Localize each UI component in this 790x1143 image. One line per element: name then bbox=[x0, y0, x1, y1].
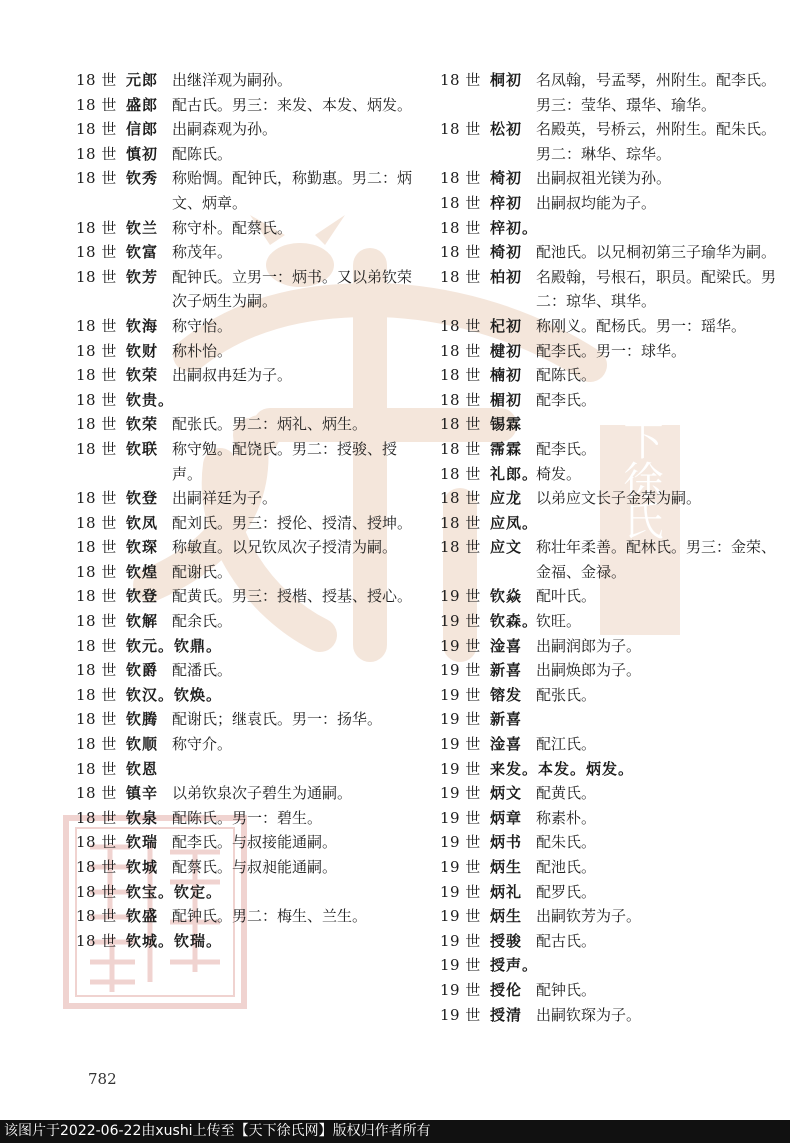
generation-label: 19 世 bbox=[440, 587, 481, 606]
entry-description: 配池氏。 bbox=[536, 858, 597, 876]
entry-description: 称守怡。 bbox=[172, 316, 233, 335]
entry-description: 出嗣焕郎为子。 bbox=[536, 661, 642, 680]
genealogy-entry bbox=[76, 683, 421, 708]
generation-label: 18 世 bbox=[440, 439, 481, 458]
genealogy-entry bbox=[440, 535, 780, 584]
entry-description: 称朴怡。 bbox=[172, 341, 233, 360]
entry-description: 配张氏。 bbox=[536, 685, 597, 704]
entry-description: 称敏直。以兄钦凤次子授清为嗣。 bbox=[172, 538, 398, 557]
generation-label: 18 世 bbox=[76, 538, 117, 557]
genealogy-entry bbox=[76, 314, 421, 339]
generation-label: 18 世 bbox=[76, 243, 117, 262]
entry-description: 出继洋观为嗣孙。 bbox=[172, 71, 293, 89]
person-name: 淦喜 bbox=[490, 735, 523, 754]
genealogy-entry bbox=[440, 462, 780, 487]
person-name: 钦凤 bbox=[126, 513, 159, 532]
person-name: 新喜 bbox=[490, 710, 523, 729]
entry-description: 出嗣钦芳为子。 bbox=[536, 907, 642, 926]
person-name: 梓初 bbox=[490, 193, 523, 212]
person-name: 钦瑞 bbox=[126, 833, 159, 852]
generation-label: 18 世 bbox=[76, 366, 117, 385]
entry-description: 配李氏。 bbox=[536, 439, 597, 458]
person-name: 盛郎 bbox=[126, 95, 159, 114]
genealogy-entry bbox=[440, 511, 780, 536]
person-name: 柏初 bbox=[490, 267, 523, 286]
generation-label: 18 世 bbox=[76, 907, 117, 926]
entry-description: 配张氏。男二：炳礼、炳生。 bbox=[172, 415, 368, 434]
person-name: 钦爵 bbox=[126, 661, 159, 680]
person-name: 镇辛 bbox=[126, 784, 159, 803]
genealogy-entry bbox=[440, 388, 780, 413]
genealogy-entry bbox=[76, 830, 421, 855]
person-name: 炳文 bbox=[490, 784, 523, 803]
entry-description: 配罗氏。 bbox=[536, 882, 597, 901]
person-name: 椅初 bbox=[490, 243, 523, 262]
generation-label: 19 世 bbox=[440, 784, 481, 803]
entry-description: 配谢氏；继袁氏。男一：扬华。 bbox=[172, 710, 383, 729]
person-name: 炳生 bbox=[490, 907, 523, 926]
entry-description: 配古氏。 bbox=[536, 931, 597, 950]
entry-description: 配蔡氏。与叔昶能通嗣。 bbox=[172, 858, 338, 876]
entry-description: 出嗣叔均能为子。 bbox=[536, 193, 657, 212]
entry-description: 以弟钦泉次子碧生为通嗣。 bbox=[172, 784, 353, 803]
entry-description: 配黄氏。男三：授楷、授基、授心。 bbox=[172, 587, 413, 606]
generation-label: 18 世 bbox=[76, 562, 117, 581]
entry-description: 出嗣叔冉廷为子。 bbox=[172, 366, 293, 385]
generation-label: 18 世 bbox=[76, 95, 117, 114]
generation-label: 18 世 bbox=[76, 735, 117, 754]
person-name: 授清 bbox=[490, 1005, 523, 1024]
genealogy-entry bbox=[440, 609, 780, 634]
entry-description bbox=[536, 216, 780, 241]
person-name: 钦森。 bbox=[490, 612, 539, 631]
person-name: 授声。 bbox=[490, 956, 539, 975]
right-column bbox=[440, 68, 780, 1027]
person-name: 应龙 bbox=[490, 489, 523, 508]
genealogy-entry bbox=[76, 68, 421, 93]
genealogy-entry bbox=[440, 855, 780, 880]
entry-description: 配黄氏。 bbox=[536, 784, 597, 803]
person-name: 钦解 bbox=[126, 612, 159, 631]
entry-description: 出嗣森观为孙。 bbox=[172, 120, 278, 139]
generation-label: 19 世 bbox=[440, 907, 481, 926]
person-name: 锡霖 bbox=[490, 415, 523, 434]
person-name: 钦登 bbox=[126, 587, 159, 606]
genealogy-entry bbox=[76, 806, 421, 831]
generation-label: 18 世 bbox=[76, 439, 117, 458]
genealogy-entry bbox=[440, 953, 780, 978]
generation-label: 18 世 bbox=[440, 120, 481, 139]
entry-description bbox=[536, 707, 780, 732]
entry-description: 称贻惆。配钟氏，称勤惠。男二：炳文、炳章。 bbox=[172, 169, 413, 212]
genealogy-entry bbox=[76, 904, 421, 929]
person-name: 钦荣 bbox=[126, 415, 159, 434]
genealogy-entry bbox=[440, 904, 780, 929]
entry-description: 配谢氏。 bbox=[172, 562, 233, 581]
generation-label: 18 世 bbox=[76, 144, 117, 163]
person-name: 元郎 bbox=[126, 71, 159, 89]
genealogy-entry bbox=[76, 486, 421, 511]
entry-description bbox=[172, 757, 421, 782]
person-name: 钦兰 bbox=[126, 218, 159, 237]
generation-label: 18 世 bbox=[440, 71, 481, 89]
entry-description: 出嗣祥廷为子。 bbox=[172, 489, 278, 508]
genealogy-entry bbox=[440, 658, 780, 683]
person-name: 炳书 bbox=[490, 833, 523, 852]
entry-description: 名殿翰，号根石，职员。配梁氏。男二：琼华、琪华。 bbox=[536, 267, 777, 311]
genealogy-entry bbox=[440, 437, 780, 462]
generation-label: 18 世 bbox=[440, 218, 481, 237]
genealogy-entry bbox=[440, 265, 780, 314]
generation-label: 18 世 bbox=[76, 489, 117, 508]
entry-description: 配朱氏。 bbox=[536, 833, 597, 852]
entry-description: 钦旺。 bbox=[536, 612, 582, 631]
genealogy-entry bbox=[76, 142, 421, 167]
entry-description: 配陈氏。 bbox=[536, 366, 597, 385]
genealogy-entry bbox=[76, 855, 421, 880]
person-name: 钦腾 bbox=[126, 710, 159, 729]
genealogy-entry bbox=[440, 117, 780, 166]
genealogy-entry bbox=[440, 339, 780, 364]
person-name: 钦秀 bbox=[126, 169, 159, 188]
generation-label: 18 世 bbox=[440, 366, 481, 385]
entry-description: 称茂年。 bbox=[172, 243, 233, 262]
person-name: 钦芳 bbox=[126, 267, 159, 286]
genealogy-entry bbox=[76, 216, 421, 241]
generation-label: 18 世 bbox=[440, 489, 481, 508]
genealogy-entry bbox=[440, 1003, 780, 1028]
genealogy-entry bbox=[76, 584, 421, 609]
person-name: 钦荣 bbox=[126, 366, 159, 385]
generation-label: 18 世 bbox=[76, 587, 117, 606]
generation-label: 18 世 bbox=[76, 612, 117, 631]
genealogy-entry bbox=[440, 240, 780, 265]
generation-label: 18 世 bbox=[76, 710, 117, 729]
entry-description: 称素朴。 bbox=[536, 808, 597, 827]
person-name: 钦城。钦瑞。 bbox=[126, 931, 223, 950]
generation-label: 18 世 bbox=[76, 833, 117, 852]
person-name: 钦煌 bbox=[126, 562, 159, 581]
generation-label: 19 世 bbox=[440, 833, 481, 852]
person-name: 钦焱 bbox=[490, 587, 523, 606]
generation-label: 18 世 bbox=[76, 316, 117, 335]
generation-label: 18 世 bbox=[76, 415, 117, 434]
generation-label: 19 世 bbox=[440, 1005, 481, 1024]
entry-description: 称守勉。配饶氏。男二：授骏、授声。 bbox=[172, 439, 398, 483]
genealogy-entry bbox=[76, 363, 421, 388]
entry-description: 配潘氏。 bbox=[172, 661, 233, 680]
person-name: 杞初 bbox=[490, 316, 523, 335]
entry-description bbox=[536, 953, 780, 978]
genealogy-entry bbox=[440, 363, 780, 388]
entry-description: 配钟氏。立男一：炳书。又以弟钦荣次子炳生为嗣。 bbox=[172, 267, 413, 311]
genealogy-entry bbox=[76, 240, 421, 265]
generation-label: 19 世 bbox=[440, 661, 481, 680]
genealogy-entry bbox=[76, 535, 421, 560]
generation-label: 19 世 bbox=[440, 808, 481, 827]
person-name: 慎初 bbox=[126, 144, 159, 163]
generation-label: 18 世 bbox=[440, 513, 481, 532]
entry-description: 出嗣钦琛为子。 bbox=[536, 1005, 642, 1024]
person-name: 炳礼 bbox=[490, 882, 523, 901]
person-name: 钦泉 bbox=[126, 808, 159, 827]
generation-label: 18 世 bbox=[76, 218, 117, 237]
page-number: 782 bbox=[88, 1070, 117, 1088]
genealogy-entry bbox=[440, 880, 780, 905]
generation-label: 18 世 bbox=[76, 808, 117, 827]
entry-description: 以弟应文长子金荣为嗣。 bbox=[536, 489, 702, 508]
genealogy-entry bbox=[76, 609, 421, 634]
person-name: 信郎 bbox=[126, 120, 159, 139]
generation-label: 19 世 bbox=[440, 759, 481, 778]
generation-label: 18 世 bbox=[76, 759, 117, 778]
person-name: 钦顺 bbox=[126, 735, 159, 754]
genealogy-entry bbox=[76, 560, 421, 585]
person-name: 钦盛 bbox=[126, 907, 159, 926]
entry-description: 出嗣叔祖光镁为孙。 bbox=[536, 169, 672, 188]
person-name: 梓初。 bbox=[490, 218, 539, 237]
generation-label: 18 世 bbox=[440, 267, 481, 286]
person-name: 钦海 bbox=[126, 316, 159, 335]
genealogy-entry bbox=[440, 191, 780, 216]
genealogy-entry bbox=[440, 68, 780, 117]
genealogy-entry bbox=[440, 216, 780, 241]
genealogy-entry bbox=[440, 166, 780, 191]
entry-description: 配叶氏。 bbox=[536, 587, 597, 606]
genealogy-entry bbox=[76, 265, 421, 314]
person-name: 应凤。 bbox=[490, 513, 539, 532]
person-name: 楗初 bbox=[490, 341, 523, 360]
genealogy-entry bbox=[76, 757, 421, 782]
generation-label: 19 世 bbox=[440, 735, 481, 754]
genealogy-entry bbox=[440, 781, 780, 806]
genealogy-entry bbox=[76, 117, 421, 142]
watermark-text: 天下徐氏 bbox=[617, 380, 663, 540]
genealogy-entry bbox=[440, 707, 780, 732]
genealogy-entry bbox=[440, 634, 780, 659]
generation-label: 18 世 bbox=[440, 243, 481, 262]
genealogy-entry bbox=[76, 634, 421, 659]
generation-label: 18 世 bbox=[76, 267, 117, 286]
genealogy-entry bbox=[76, 437, 421, 486]
person-name: 镕发 bbox=[490, 685, 523, 704]
generation-label: 18 世 bbox=[76, 120, 117, 139]
entry-description: 配刘氏。男三：授伦、授清、授坤。 bbox=[172, 513, 413, 532]
person-name: 钦宝。钦定。 bbox=[126, 882, 223, 901]
entry-description: 名殿英，号桥云，州附生。配朱氏。男二：琳华、琮华。 bbox=[536, 120, 777, 163]
generation-label: 18 世 bbox=[76, 858, 117, 876]
generation-label: 19 世 bbox=[440, 685, 481, 704]
genealogy-entry bbox=[76, 339, 421, 364]
generation-label: 19 世 bbox=[440, 858, 481, 876]
generation-label: 18 世 bbox=[440, 464, 481, 483]
genealogy-entry bbox=[76, 732, 421, 757]
generation-label: 19 世 bbox=[440, 956, 481, 975]
generation-label: 18 世 bbox=[76, 685, 117, 704]
generation-label: 18 世 bbox=[440, 415, 481, 434]
genealogy-entry bbox=[76, 880, 421, 905]
generation-label: 18 世 bbox=[440, 193, 481, 212]
generation-label: 18 世 bbox=[76, 390, 117, 409]
entry-description: 配钟氏。男二：梅生、兰生。 bbox=[172, 907, 368, 926]
generation-label: 18 世 bbox=[76, 661, 117, 680]
entry-description: 配李氏。与叔接能通嗣。 bbox=[172, 833, 338, 852]
entry-description: 配李氏。 bbox=[536, 390, 597, 409]
person-name: 钦联 bbox=[126, 439, 159, 458]
generation-label: 19 世 bbox=[440, 980, 481, 999]
person-name: 楠初 bbox=[490, 366, 523, 385]
genealogy-entry bbox=[440, 732, 780, 757]
genealogy-entry bbox=[440, 412, 780, 437]
person-name: 霈霖 bbox=[490, 439, 523, 458]
entry-description: 椅发。 bbox=[536, 464, 582, 483]
generation-label: 18 世 bbox=[76, 784, 117, 803]
person-name: 授骏 bbox=[490, 931, 523, 950]
person-name: 钦财 bbox=[126, 341, 159, 360]
genealogy-entry bbox=[440, 929, 780, 954]
generation-label: 18 世 bbox=[76, 341, 117, 360]
person-name: 松初 bbox=[490, 120, 523, 139]
genealogy-entry bbox=[76, 781, 421, 806]
footer-caption: 该图片于2022-06-22由xushi上传至【天下徐氏网】版权归作者所有 bbox=[0, 1120, 790, 1143]
entry-description bbox=[536, 412, 780, 437]
person-name: 钦富 bbox=[126, 243, 159, 262]
generation-label: 18 世 bbox=[440, 316, 481, 335]
entry-description: 称壮年柔善。配林氏。男三：金荣、金福、金禄。 bbox=[536, 538, 777, 581]
person-name: 桐初 bbox=[490, 71, 523, 89]
entry-description: 出嗣润郎为子。 bbox=[536, 636, 642, 655]
genealogy-entry bbox=[76, 166, 421, 215]
entry-description: 称守朴。配蔡氏。 bbox=[172, 218, 293, 237]
person-name: 钦登 bbox=[126, 489, 159, 508]
genealogy-entry bbox=[440, 314, 780, 339]
person-name: 来发。本发。炳发。 bbox=[490, 759, 635, 778]
entry-description: 名凤翰，号孟琴，州附生。配李氏。男三：莹华、璟华、瑜华。 bbox=[536, 71, 777, 114]
entry-description: 称刚义。配杨氏。男一：瑶华。 bbox=[536, 316, 747, 335]
person-name: 授伦 bbox=[490, 980, 523, 999]
entry-description: 配李氏。男一：球华。 bbox=[536, 341, 687, 360]
generation-label: 18 世 bbox=[76, 636, 117, 655]
genealogy-entry bbox=[76, 93, 421, 118]
person-name: 礼郎。 bbox=[490, 464, 539, 483]
generation-label: 19 世 bbox=[440, 636, 481, 655]
genealogy-entry bbox=[440, 830, 780, 855]
person-name: 钦贵。 bbox=[126, 390, 175, 409]
entry-description: 称守介。 bbox=[172, 735, 233, 754]
genealogy-entry bbox=[76, 511, 421, 536]
generation-label: 19 世 bbox=[440, 931, 481, 950]
left-column bbox=[76, 68, 421, 953]
generation-label: 18 世 bbox=[440, 169, 481, 188]
person-name: 淦喜 bbox=[490, 636, 523, 655]
person-name: 钦琛 bbox=[126, 538, 159, 557]
entry-description: 配江氏。 bbox=[536, 735, 597, 754]
generation-label: 18 世 bbox=[440, 341, 481, 360]
entry-description: 配余氏。 bbox=[172, 612, 233, 631]
person-name: 钦恩 bbox=[126, 759, 159, 778]
person-name: 楣初 bbox=[490, 390, 523, 409]
genealogy-entry bbox=[440, 978, 780, 1003]
entry-description: 配池氏。以兄桐初第三子瑜华为嗣。 bbox=[536, 243, 777, 262]
person-name: 应文 bbox=[490, 538, 523, 557]
genealogy-entry bbox=[440, 584, 780, 609]
genealogy-entry bbox=[440, 683, 780, 708]
person-name: 炳生 bbox=[490, 858, 523, 876]
genealogy-entry bbox=[440, 486, 780, 511]
genealogy-entry bbox=[76, 388, 421, 413]
generation-label: 18 世 bbox=[76, 513, 117, 532]
generation-label: 18 世 bbox=[76, 931, 117, 950]
person-name: 钦汉。钦焕。 bbox=[126, 685, 223, 704]
generation-label: 19 世 bbox=[440, 710, 481, 729]
person-name: 钦城 bbox=[126, 858, 159, 876]
genealogy-entry bbox=[440, 806, 780, 831]
person-name: 新喜 bbox=[490, 661, 523, 680]
generation-label: 18 世 bbox=[76, 882, 117, 901]
genealogy-entry bbox=[440, 757, 780, 782]
entry-description: 配钟氏。 bbox=[536, 980, 597, 999]
generation-label: 18 世 bbox=[440, 390, 481, 409]
genealogy-entry bbox=[76, 929, 421, 954]
entry-description: 配古氏。男三：来发、本发、炳发。 bbox=[172, 95, 413, 114]
person-name: 炳章 bbox=[490, 808, 523, 827]
genealogy-entry bbox=[76, 412, 421, 437]
entry-description: 配陈氏。 bbox=[172, 144, 233, 163]
generation-label: 19 世 bbox=[440, 612, 481, 631]
entry-description bbox=[172, 388, 421, 413]
genealogy-entry bbox=[76, 707, 421, 732]
person-name: 椅初 bbox=[490, 169, 523, 188]
generation-label: 19 世 bbox=[440, 882, 481, 901]
generation-label: 18 世 bbox=[440, 538, 481, 557]
generation-label: 18 世 bbox=[76, 71, 117, 89]
generation-label: 18 世 bbox=[76, 169, 117, 188]
entry-description bbox=[536, 511, 780, 536]
person-name: 钦元。钦鼎。 bbox=[126, 636, 223, 655]
genealogy-entry bbox=[76, 658, 421, 683]
entry-description: 配陈氏。男一：碧生。 bbox=[172, 808, 323, 827]
